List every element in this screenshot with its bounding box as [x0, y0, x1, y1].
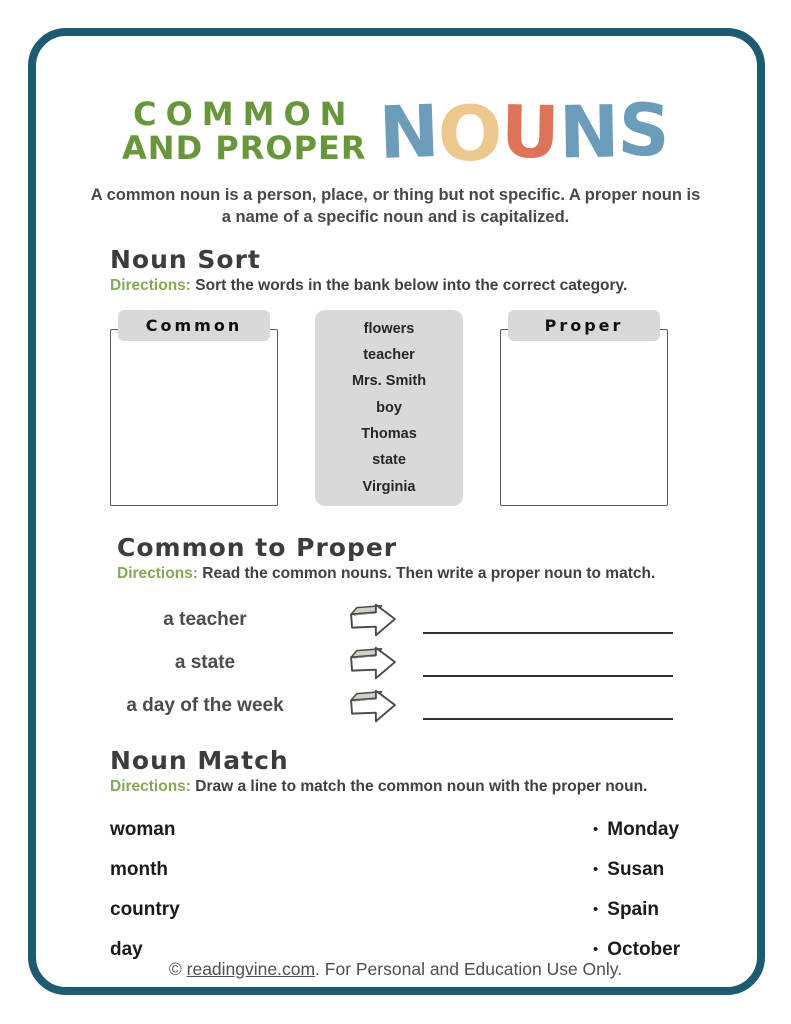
word-bank-item: state	[372, 452, 406, 469]
ctp-prompt: a state	[174, 652, 236, 674]
common-to-proper-rows	[117, 599, 688, 728]
noun-match-heading: Noun Match	[110, 745, 289, 775]
directions-text: Read the common nouns. Then write a proper noun to match.	[202, 564, 656, 582]
noun-match-rows	[110, 810, 688, 970]
ctp-row-teacher	[117, 599, 688, 642]
word-bank-item: Thomas	[361, 425, 417, 442]
common-column	[110, 310, 278, 506]
answer-line[interactable]	[423, 632, 673, 634]
readingvine-link[interactable]: readingvine.com	[186, 959, 316, 979]
nouns-letter-u: U	[500, 89, 560, 175]
word-bank-item: Virginia	[362, 478, 416, 495]
common-to-proper-directions	[117, 565, 688, 583]
nouns-letter-s: S	[616, 86, 672, 174]
match-proper-word: Susan	[607, 858, 665, 880]
ctp-prompt: a day of the week	[126, 695, 284, 717]
nouns-letter-o: O	[437, 89, 502, 178]
worksheet-title	[0, 86, 791, 178]
match-common-word: month	[110, 858, 169, 880]
directions-label: Directions:	[110, 276, 191, 294]
title-common-and-proper	[122, 95, 367, 167]
arrow-right-icon	[347, 686, 399, 726]
match-common-word: country	[110, 898, 180, 920]
noun-sort-heading: Noun Sort	[110, 244, 261, 274]
bullet-icon: •	[593, 821, 599, 839]
word-bank-item: teacher	[363, 346, 415, 363]
directions-label: Directions:	[110, 777, 191, 795]
word-bank-item: boy	[376, 399, 402, 416]
noun-sort-directions	[110, 277, 688, 295]
title-line-1: COMMON	[133, 95, 356, 134]
title-line-2: AND PROPER	[122, 129, 367, 167]
common-to-proper-heading: Common to Proper	[117, 532, 398, 562]
footer	[0, 959, 791, 980]
section-common-to-proper	[117, 533, 688, 728]
arrow-right-icon	[347, 600, 399, 640]
bullet-icon: •	[593, 941, 599, 959]
proper-column	[500, 310, 668, 506]
match-proper-word: Monday	[607, 818, 680, 840]
match-proper-item	[593, 939, 690, 961]
directions-text: Draw a line to match the common noun with the proper noun.	[195, 777, 648, 795]
match-row	[110, 890, 690, 930]
footer-text: . For Personal and Education Use Only.	[315, 959, 623, 979]
sort-area	[110, 310, 668, 506]
word-bank	[315, 310, 463, 506]
match-common-word: day	[110, 938, 143, 960]
proper-answer-box[interactable]	[500, 329, 668, 506]
proper-label-tab: Proper	[508, 310, 660, 341]
match-proper-word: October	[607, 938, 681, 960]
match-common-word: woman	[110, 818, 176, 840]
match-proper-item	[593, 899, 690, 921]
directions-label: Directions:	[117, 564, 198, 582]
arrow-right-icon	[347, 643, 399, 683]
ctp-prompt: a teacher	[163, 609, 247, 631]
worksheet-description: A common noun is a person, place, or thing but not specific. A proper noun is a name of a specific noun and is capitalized.	[90, 186, 701, 227]
ctp-row-state	[117, 642, 688, 685]
directions-text: Sort the words in the bank below into the correct category.	[195, 276, 628, 294]
nouns-letter-n1: N	[377, 88, 440, 176]
common-label-tab: Common	[118, 310, 270, 341]
word-bank-item: Mrs. Smith	[351, 373, 427, 390]
nouns-letter-n2: N	[558, 89, 619, 175]
match-proper-item	[593, 819, 690, 841]
bullet-icon: •	[593, 861, 599, 879]
match-row	[110, 810, 690, 850]
noun-match-directions	[110, 778, 688, 796]
match-row	[110, 850, 690, 890]
title-word-nouns	[377, 86, 672, 178]
word-bank-item: flowers	[363, 320, 415, 337]
bullet-icon: •	[593, 901, 599, 919]
common-answer-box[interactable]	[110, 329, 278, 506]
match-proper-item	[593, 859, 690, 881]
answer-line[interactable]	[423, 718, 673, 720]
ctp-row-day-of-week	[117, 685, 688, 728]
answer-line[interactable]	[423, 675, 673, 677]
section-noun-sort	[110, 245, 688, 506]
copyright-symbol: ©	[168, 959, 187, 979]
match-proper-word: Spain	[607, 898, 659, 920]
section-noun-match	[110, 746, 688, 970]
